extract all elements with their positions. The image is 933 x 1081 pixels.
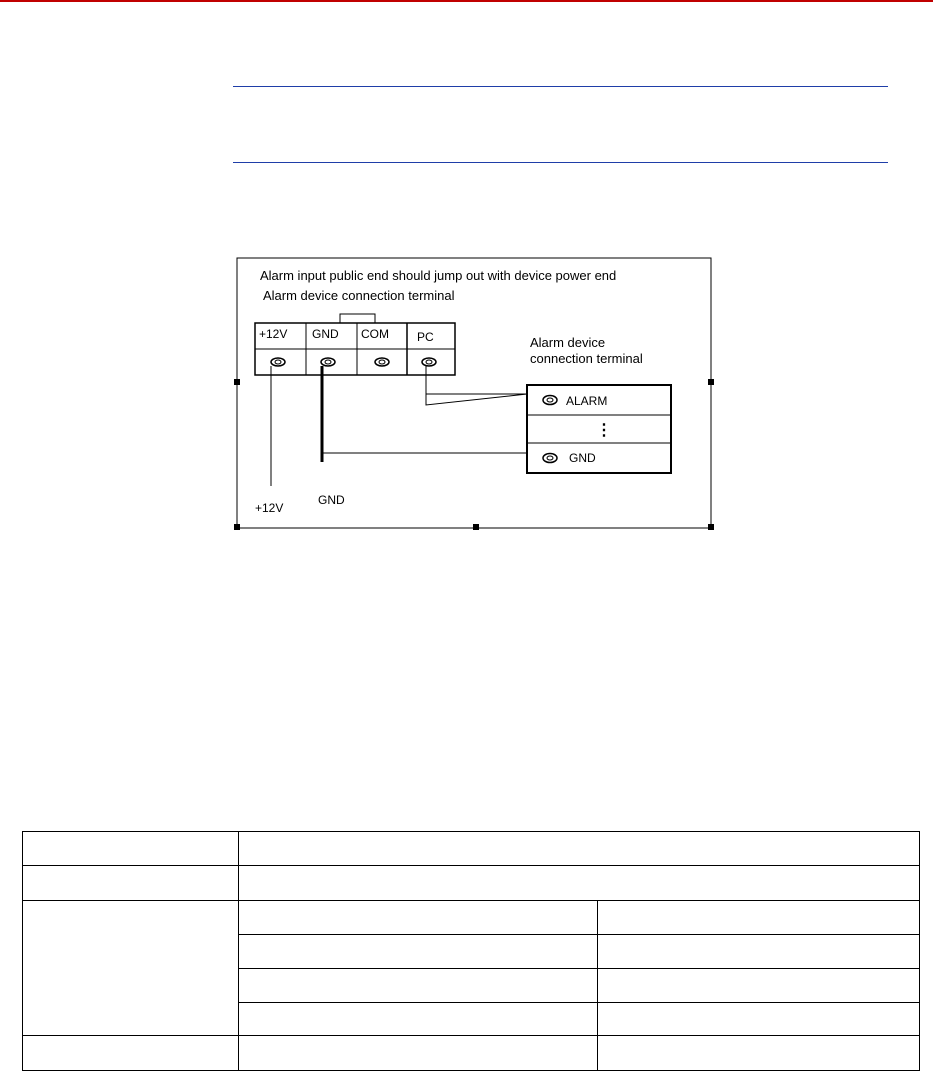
terminal-label-gnd: GND	[312, 327, 339, 341]
ellipsis-mark: ⋮	[596, 422, 612, 439]
table-cell	[23, 901, 239, 1036]
table-row	[23, 901, 920, 935]
device-label-line-2: connection terminal	[530, 351, 643, 366]
table-cell	[598, 901, 920, 935]
caption-line-2: Alarm device connection terminal	[263, 288, 455, 303]
note-bottom-rule	[233, 162, 888, 163]
spec-table	[22, 831, 920, 1071]
alarm-port-icon	[543, 396, 557, 405]
table-cell	[239, 901, 598, 935]
wire-pc-to-alarm	[426, 366, 527, 405]
device-port-alarm: ALARM	[566, 394, 608, 408]
device-port-gnd: GND	[569, 451, 596, 465]
device-label-line-1: Alarm device	[530, 335, 606, 350]
table-cell	[239, 935, 598, 969]
table-row	[23, 832, 920, 866]
table-cell	[239, 866, 920, 901]
resize-handle[interactable]	[708, 524, 714, 530]
table-cell	[598, 1036, 920, 1071]
terminal-label-pc: PC	[417, 330, 434, 344]
table-row	[23, 1036, 920, 1071]
screw-terminal-icon	[321, 358, 335, 366]
resize-handle[interactable]	[708, 379, 714, 385]
table-cell	[239, 832, 920, 866]
jumper-wire	[340, 314, 375, 323]
bottom-label-12v: +12V	[255, 501, 284, 515]
terminal-label-12v: +12V	[259, 327, 288, 341]
screw-terminal-icon	[271, 358, 285, 366]
header-rule	[0, 0, 933, 2]
bottom-label-gnd: GND	[318, 493, 345, 507]
caption-line-1: Alarm input public end should jump out with device power end	[260, 268, 617, 283]
resize-handle[interactable]	[234, 524, 240, 530]
table-row	[23, 866, 920, 901]
gnd-port-icon	[543, 454, 557, 463]
resize-handle[interactable]	[473, 524, 479, 530]
table-cell	[23, 866, 239, 901]
table-cell	[239, 1036, 598, 1071]
screw-terminal-icon	[375, 358, 389, 366]
table-cell	[598, 935, 920, 969]
resize-handle[interactable]	[234, 379, 240, 385]
table-cell	[23, 832, 239, 866]
terminal-label-com: COM	[361, 327, 389, 341]
alarm-wiring-diagram	[233, 254, 717, 532]
table-cell	[598, 1003, 920, 1036]
table-cell	[598, 969, 920, 1003]
note-top-rule	[233, 86, 888, 87]
screw-terminal-icon	[422, 358, 436, 366]
table-cell	[239, 969, 598, 1003]
table-cell	[23, 1036, 239, 1071]
table-cell	[239, 1003, 598, 1036]
